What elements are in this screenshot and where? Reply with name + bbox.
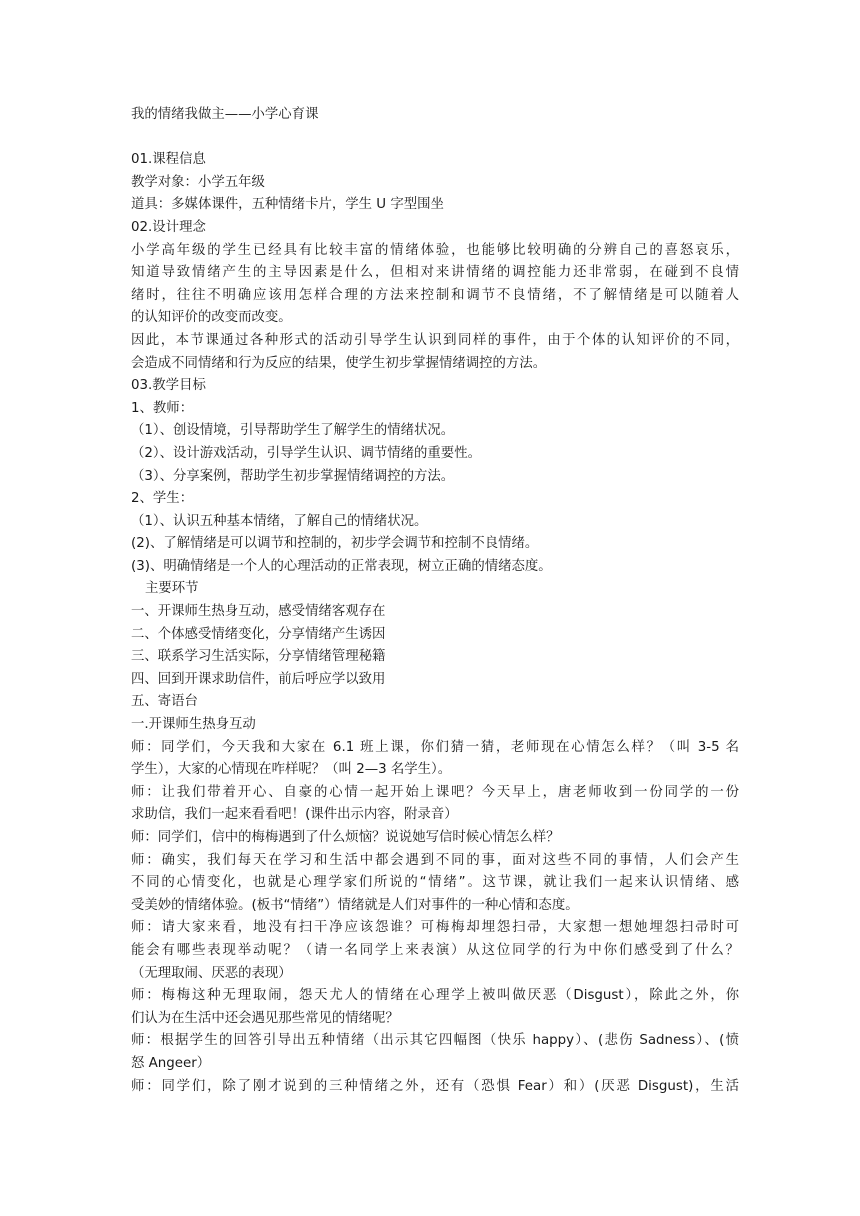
text-line: 求助信，我们一起来看看吧！(课件出示内容，附录音） (131, 807, 458, 823)
text-line: 受美妙的情绪体验。(板书“情绪”）情绪就是人们对事件的一种心情和态度。 (131, 897, 579, 913)
text-line: 师：同学们，今天我和大家在 6.1 班上课，你们猜一猜，老师现在心情怎么样？（叫 3-5 名 (131, 739, 739, 755)
text-line: 知道导致情绪产生的主导因素是什么，但相对来讲情绪的调控能力还非常弱，在碰到不良情 (131, 265, 739, 281)
text-line: 们认为在生活中还会遇见那些常见的情绪呢？ (131, 1010, 399, 1026)
text-line: (3)、明确情绪是一个人的心理活动的正常表现，树立正确的情绪态度。 (131, 558, 552, 574)
text-line: 的认知评价的改变而改变。 (131, 310, 292, 326)
text-line: 师：同学们，信中的梅梅遇到了什么烦恼？说说她写信时候心情怎么样？ (131, 830, 560, 845)
text-line: 02.设计理念 (131, 219, 206, 235)
text-line: 2、学生： (131, 491, 194, 507)
text-line: 二、个体感受情绪变化，分享情绪产生诱因 (131, 626, 386, 642)
text-line: 师：请大家来看，地没有扫干净应该怨谁？可梅梅却埋怨扫帚，大家想一想她埋怨扫帚时可 (131, 920, 739, 936)
text-line: 一.开课师生热身互动 (131, 717, 256, 733)
text-line: （1）、认识五种基本情绪，了解自己的情绪状况。 (131, 513, 428, 529)
text-line: 03.教学目标 (131, 378, 206, 394)
text-line: 五、寄语台 (131, 694, 198, 710)
text-line: 怒 Angeer） (131, 1055, 211, 1071)
text-line: 道具：多媒体课件，五种情绪卡片，学生 U 字型围坐 (131, 197, 444, 213)
text-line: (2)、了解情绪是可以调节和控制的，初步学会调节和控制不良情绪。 (131, 536, 539, 552)
text-line: 小学高年级的学生已经具有比较丰富的情绪体验，也能够比较明确的分辨自己的喜怒哀乐， (131, 242, 739, 258)
text-line: 01.课程信息 (131, 152, 206, 168)
text-line: （无理取闹、厌恶的表现） (131, 965, 292, 981)
text-line: 师：确实，我们每天在学习和生活中都会遇到不同的事，面对这些不同的事情，人们会产生 (131, 852, 739, 868)
text-line: （1）、创设情境，引导帮助学生了解学生的情绪状况。 (131, 423, 455, 439)
document-title: 我的情绪我做主——小学心育课 (131, 107, 319, 122)
text-line: 师：梅梅这种无理取闹，怨天尤人的情绪在心理学上被叫做厌恶（Disgust），除此之外，你 (131, 988, 739, 1004)
text-line: 一、开课师生热身互动，感受情绪客观存在 (131, 604, 386, 620)
text-line: 教学对象：小学五年级 (131, 174, 265, 190)
text-line: 能会有哪些表现举动呢？（请一名同学上来表演）从这位同学的行为中你们感受到了什么？ (131, 942, 739, 958)
blank-line (131, 127, 739, 150)
text-line: 师：让我们带着开心、自豪的心情一起开始上课吧？今天早上，唐老师收到一份同学的一份 (131, 784, 739, 800)
text-line: 四、回到开课求助信件，前后呼应学以致用 (131, 671, 386, 687)
text-line: 师：同学们，除了刚才说到的三种情绪之外，还有（恐惧 Fear）和）(厌恶 Disgust)，生活 (131, 1078, 739, 1094)
document-page (131, 104, 739, 1098)
text-line: 1、教师： (131, 400, 194, 416)
text-line: 主要环节 (145, 581, 199, 597)
text-line: 不同的心情变化，也就是心理学家们所说的“情绪”。这节课，就让我们一起来认识情绪、感 (131, 875, 739, 891)
text-line: 三、联系学习生活实际，分享情绪管理秘籍 (131, 649, 386, 665)
text-line: 师：根据学生的回答引导出五种情绪（出示其它四幅图（快乐 happy）、(悲伤 Sadness）、(愤 (131, 1033, 739, 1049)
text-line: 因此，本节课通过各种形式的活动引导学生认识到同样的事件，由于个体的认知评价的不同， (131, 332, 739, 348)
text-line: （3）、分享案例，帮助学生初步掌握情绪调控的方法。 (131, 468, 455, 484)
text-line: 会造成不同情绪和行为反应的结果，使学生初步掌握情绪调控的方法。 (131, 355, 547, 371)
text-line: （2）、设计游戏活动，引导学生认识、调节情绪的重要性。 (131, 445, 481, 461)
document-body (131, 149, 739, 1098)
text-line: 绪时，往往不明确应该用怎样合理的方法来控制和调节不良情绪，不了解情绪是可以随着人 (131, 287, 739, 303)
text-line: 学生），大家的心情现在咋样呢？（叫 2—3 名学生）。 (131, 762, 452, 778)
